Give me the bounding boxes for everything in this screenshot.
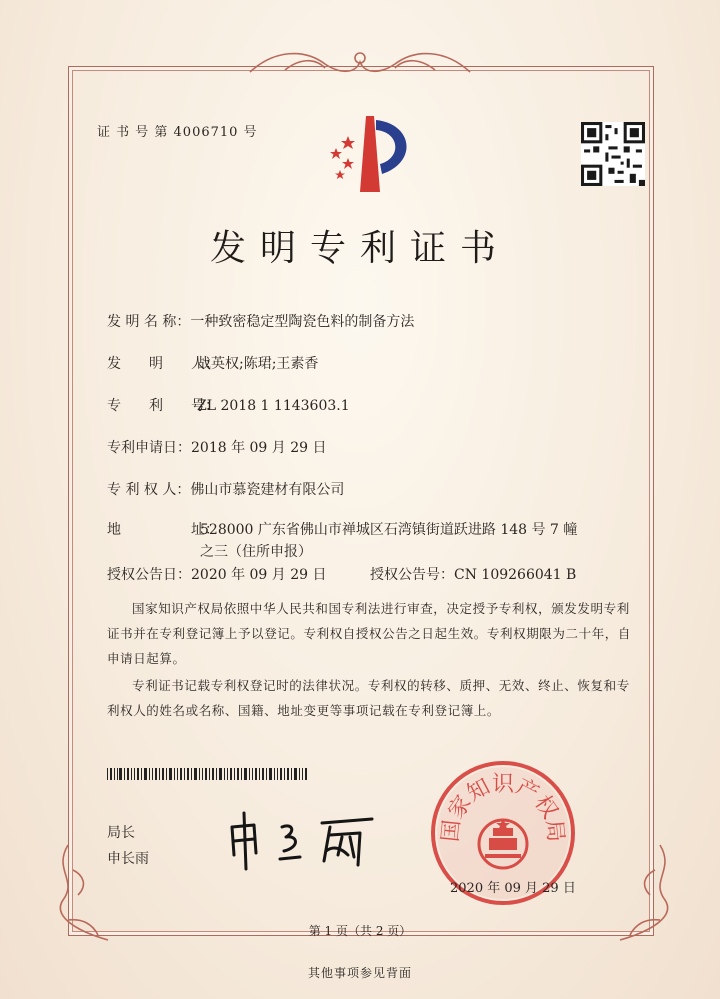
seal-text: 国家知识产权局 bbox=[438, 772, 568, 844]
address-row bbox=[107, 519, 577, 539]
grant-pub-no-row bbox=[370, 564, 576, 584]
statement-paragraph-2: 专利证书记载专利权登记时的法律状况。专利权的转移、质押、无效、终止、恢复和专利权人的姓名或名称、国籍、地址变更等事项记载在专利登记簿上。 bbox=[107, 678, 630, 718]
address-line2: 之三（住所申报） bbox=[200, 544, 312, 560]
patentee-label: 专 利 权 人： bbox=[107, 482, 191, 498]
invention-name-value: 一种致密稳定型陶瓷色料的制备方法 bbox=[190, 314, 415, 330]
patent-number-label: 专 利 号： bbox=[107, 398, 219, 414]
application-date-row bbox=[107, 437, 327, 457]
footer-note: 其他事项参见背面 bbox=[307, 966, 412, 980]
qr-code-icon bbox=[581, 122, 645, 186]
invention-name-row bbox=[107, 311, 414, 331]
inventor-value: 战英权;陈珺;王素香 bbox=[197, 356, 319, 372]
statement-paragraph-1: 国家知识产权局依照中华人民共和国专利法进行审查，决定授予专利权，颁发发明专利证书并在专利登记簿上予以登记。专利权自授权公告之日起生效。专利权期限为二十年，自申请日起算。 bbox=[107, 601, 632, 666]
grant-pub-date-value: 2020 年 09 月 29 日 bbox=[191, 567, 327, 583]
certificate-number: 证 书 号 第 4006710 号 bbox=[97, 125, 258, 140]
grant-pub-date-row bbox=[107, 564, 327, 584]
address-label: 地 址： bbox=[107, 522, 219, 538]
patent-number-value: ZL 2018 1 1143603.1 bbox=[197, 398, 350, 414]
seal-date: 2020 年 09 月 29 日 bbox=[450, 881, 576, 896]
top-ornament-icon bbox=[245, 44, 475, 80]
patentee-row bbox=[107, 479, 344, 499]
signatory-name: 申长雨 bbox=[107, 851, 149, 867]
inventor-label: 发 明 人： bbox=[107, 356, 219, 372]
patentee-value: 佛山市慕瓷建材有限公司 bbox=[190, 482, 345, 498]
patent-number-row bbox=[107, 395, 350, 415]
grant-pub-no-value: CN 109266041 B bbox=[454, 567, 577, 583]
invention-name-label: 发 明 名 称： bbox=[107, 314, 191, 330]
certificate-title: 发明专利证书 bbox=[209, 228, 510, 269]
application-date-value: 2018 年 09 月 29 日 bbox=[191, 440, 327, 456]
page-number: 第 1 页（共 2 页） bbox=[308, 924, 412, 938]
inventor-row bbox=[107, 353, 318, 373]
application-date-label: 专利申请日： bbox=[107, 440, 191, 456]
grant-pub-no-label: 授权公告号： bbox=[370, 567, 454, 583]
patent-office-logo-icon bbox=[318, 112, 426, 198]
grant-pub-date-label: 授权公告日： bbox=[107, 567, 191, 583]
address-line1: 528000 广东省佛山市禅城区石湾镇街道跃进路 148 号 7 幢 bbox=[200, 522, 578, 538]
barcode-icon bbox=[107, 768, 307, 780]
signatory-title: 局长 bbox=[107, 825, 135, 841]
handwritten-signature-icon bbox=[222, 805, 382, 875]
